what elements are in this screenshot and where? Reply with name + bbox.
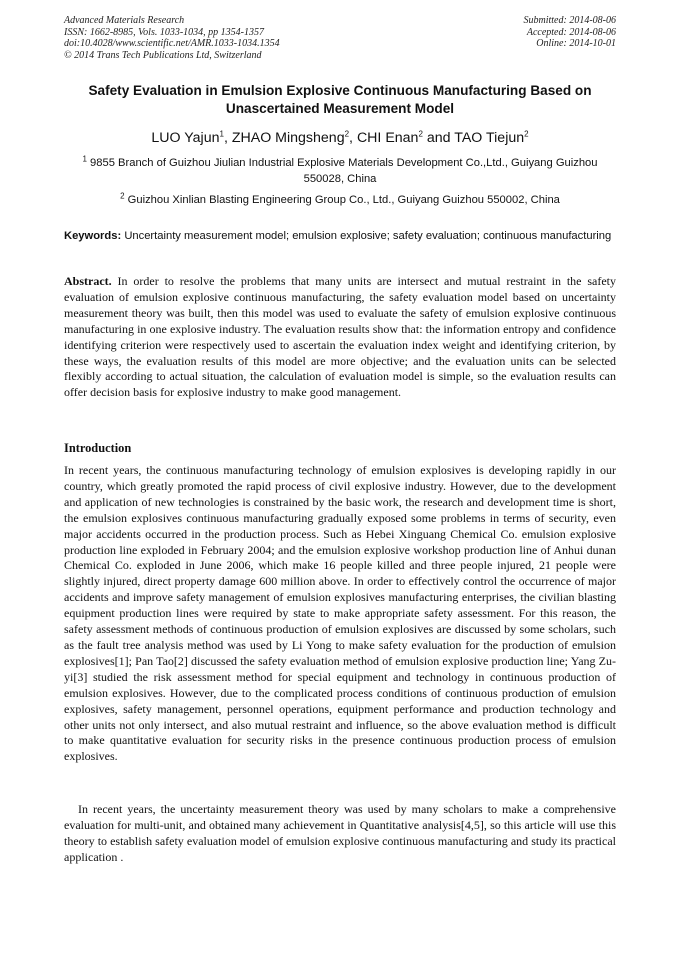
author-affiliation-mark: 1 [219,129,224,139]
keywords-text: Uncertainty measurement model; emulsion explosive; safety evaluation; continuous manufacturing [124,230,612,242]
section-heading-introduction: Introduction [64,441,132,455]
accepted-date: Accepted: 2014-08-06 [526,26,616,38]
abstract-text: In order to resolve the problems that many units are intersect and mutual restraint in the safety evaluation of emulsion explosive continuous manufacturing, the safety evaluation model based on uncertainty measurement theory was built, then this model was used to evaluate the safety of emulsion explosive continuous manufacturing in one explosive industry. The evaluation results show that: the information entropy and confidence identifying criterion were respectively used to ascertain the evaluation index weight and identifying criterion, by these ways, the evaluation results of this model are more objective; and the evaluation units can be selected flexibly according to actual situation, the calculation of evaluation model is simple, so the evaluation results can offer decision basis for explosive industry to make good management. [64,274,616,400]
abstract-block [64,274,616,401]
abstract-label: Abstract. [64,274,112,288]
author-separator: , [223,130,232,146]
author-list [64,129,616,147]
author-name: LUO Yajun [151,130,220,146]
copyright-line: © 2014 Trans Tech Publications Ltd, Switzerland [64,49,262,61]
keywords-block [64,229,616,244]
author-affiliation-mark: 2 [418,129,423,139]
author-separator: , [349,130,357,146]
author-separator: and [422,130,455,146]
journal-name: Advanced Materials Research [64,15,185,26]
affiliation-mark: 2 [120,191,125,201]
author-name: CHI Enan [356,130,419,146]
introduction-paragraph: In recent years, the continuous manufacturing technology of emulsion explosives is developing rapidly in our country, which greatly promoted the rapid process of civil explosive industry. However, due to the development and application of new technologies is constrained by the basic work, the research and development time is short, the emulsion explosives continuous manufacturing gradually exposed some problems in terms of security, even major accidents occurred in the production process. Such as Hebei Xinguang Chemical Co. emulsion explosive production line exploded in February 2004; and the emulsion explosive workshop production line of Anhui dunan Chemical Co. exploded in June 2006, which make 16 people killed and three people injured, 21 people were slightly injured, direct property damage 600 million above. In order to effectively control the occurrence of major accidents and improve safety management of emulsion explosives manufacturing enterprises, the civilian blasting equipment production lines were required by state to make appropriate safety assessment. For this reason, the safety assessment methods of continuous production of emulsion explosives are discussed by some scholars, such as the fault tree analysis method was used by Li Yong to make safety evaluation for the production of emulsion explosives[1]; Pan Tao[2] discussed the safety evaluation method of emulsion explosive production line; Yang Zu-yi[3] studied the risk assessment method for special equipment and technology in continuous production of emulsion explosives. However, due to the complicated process conditions of continuous production of emulsion explosives, safety management, personnel operations, equipment performance and production technology and other units not only intersect, and also mutual restraint and influence, so the above evaluation method is difficult to make quantitative evaluation for security risks in the presence continuous production process of emulsion explosives. [64,463,616,764]
keywords-label: Keywords: [64,230,122,242]
author-affiliation-mark: 2 [344,129,350,139]
author-name: ZHAO Mingsheng [231,130,345,146]
submitted-date: Submitted: 2014-08-06 [523,15,616,26]
affiliation-mark: 1 [82,154,87,164]
online-date: Online: 2014-10-01 [536,38,616,49]
introduction-paragraph: In recent years, the uncertainty measurement theory was used by many scholars to make a comprehensive evaluation for multi-unit, and obtained many achievement in Quantitative analysis[4,5], so this article will use this theory to establish safety evaluation model of emulsion explosive continuous manufacturing and study its practical application . [64,802,616,864]
journal-info-block [64,15,394,61]
author-name: TAO Tiejun [454,130,525,146]
author-affiliation-mark: 2 [524,129,529,139]
dates-block [416,15,616,50]
paper-title: Safety Evaluation in Emulsion Explosive Continuous Manufacturing Based on Unascertained Measurement Model [88,83,592,116]
doi-line: doi:10.4028/www.scientific.net/AMR.1033-1034.1354 [64,38,280,49]
affiliation-text: Guizhou Xinlian Blasting Engineering Group Co., Ltd., Guiyang Guizhou 550002, China [127,194,560,206]
affiliation-2 [64,193,616,209]
affiliation-1 [64,156,616,187]
issn-line: ISSN: 1662-8985, Vols. 1033-1034, pp 1354-1357 [64,26,264,38]
affiliation-text: 9855 Branch of Guizhou Jiulian Industrial Explosive Materials Development Co.,Ltd., Guiyang Guizhou 550028, China [90,157,598,185]
